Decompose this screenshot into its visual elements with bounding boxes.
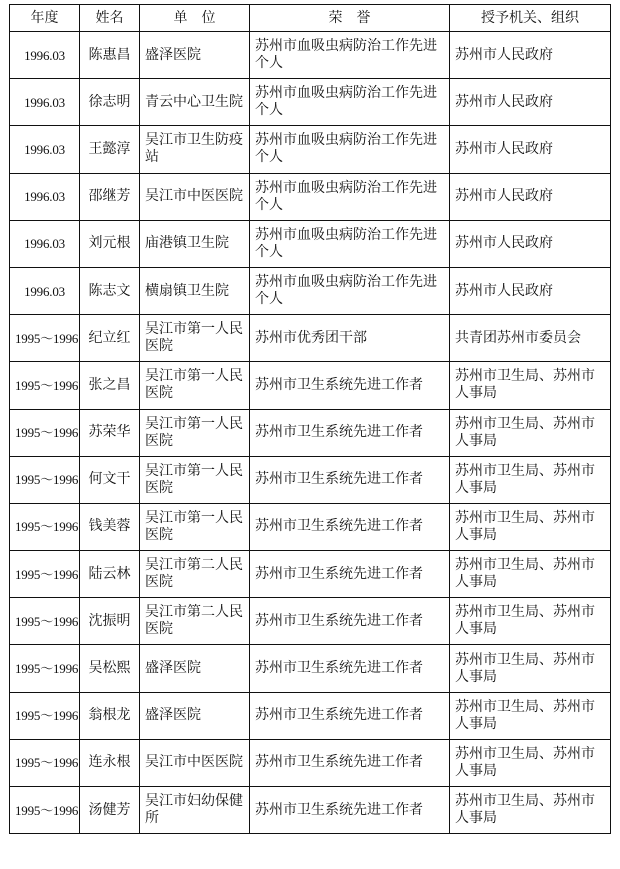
- cell-year: 1995～1996: [10, 503, 80, 550]
- cell-org: 苏州市人民政府: [450, 173, 611, 220]
- cell-unit: 吴江市第一人民医院: [140, 315, 250, 362]
- cell-org: 苏州市卫生局、苏州市人事局: [450, 787, 611, 834]
- cell-unit: 盛泽医院: [140, 692, 250, 739]
- cell-honor: 苏州市卫生系统先进工作者: [250, 503, 450, 550]
- cell-unit: 吴江市中医医院: [140, 173, 250, 220]
- cell-year: 1995～1996: [10, 362, 80, 409]
- header-unit: 单 位: [140, 5, 250, 32]
- cell-unit: 青云中心卫生院: [140, 79, 250, 126]
- table-row: [10, 173, 611, 220]
- cell-name: 陆云林: [80, 551, 140, 598]
- cell-year: 1996.03: [10, 126, 80, 173]
- cell-unit: 横扇镇卫生院: [140, 267, 250, 314]
- cell-name: 刘元根: [80, 220, 140, 267]
- cell-org: 苏州市人民政府: [450, 79, 611, 126]
- cell-honor: 苏州市卫生系统先进工作者: [250, 787, 450, 834]
- header-name: 姓名: [80, 5, 140, 32]
- cell-org: 苏州市卫生局、苏州市人事局: [450, 645, 611, 692]
- table-row: [10, 126, 611, 173]
- cell-name: 张之昌: [80, 362, 140, 409]
- cell-unit: 吴江市第一人民医院: [140, 362, 250, 409]
- cell-name: 陈惠昌: [80, 32, 140, 79]
- header-org: 授予机关、组织: [450, 5, 611, 32]
- cell-name: 吴松熙: [80, 645, 140, 692]
- cell-year: 1995～1996: [10, 456, 80, 503]
- cell-year: 1995～1996: [10, 551, 80, 598]
- table-row: [10, 456, 611, 503]
- table-row: [10, 739, 611, 786]
- cell-honor: 苏州市卫生系统先进工作者: [250, 739, 450, 786]
- cell-org: 苏州市人民政府: [450, 32, 611, 79]
- header-honor: 荣 誉: [250, 5, 450, 32]
- table-row: [10, 551, 611, 598]
- cell-honor: 苏州市卫生系统先进工作者: [250, 362, 450, 409]
- awards-table: [9, 4, 611, 834]
- cell-year: 1995～1996: [10, 739, 80, 786]
- cell-unit: 吴江市第一人民医院: [140, 456, 250, 503]
- cell-name: 陈志文: [80, 267, 140, 314]
- cell-honor: 苏州市卫生系统先进工作者: [250, 409, 450, 456]
- cell-org: 苏州市卫生局、苏州市人事局: [450, 551, 611, 598]
- table-row: [10, 645, 611, 692]
- cell-honor: 苏州市血吸虫病防治工作先进个人: [250, 126, 450, 173]
- cell-honor: 苏州市优秀团干部: [250, 315, 450, 362]
- cell-honor: 苏州市血吸虫病防治工作先进个人: [250, 79, 450, 126]
- table-row: [10, 787, 611, 834]
- cell-honor: 苏州市血吸虫病防治工作先进个人: [250, 220, 450, 267]
- cell-year: 1995～1996: [10, 409, 80, 456]
- cell-name: 徐志明: [80, 79, 140, 126]
- cell-year: 1995～1996: [10, 787, 80, 834]
- table-row: [10, 79, 611, 126]
- cell-honor: 苏州市血吸虫病防治工作先进个人: [250, 267, 450, 314]
- cell-name: 钱美蓉: [80, 503, 140, 550]
- cell-honor: 苏州市卫生系统先进工作者: [250, 645, 450, 692]
- cell-unit: 吴江市卫生防疫站: [140, 126, 250, 173]
- cell-honor: 苏州市血吸虫病防治工作先进个人: [250, 173, 450, 220]
- header-row: [10, 5, 611, 32]
- cell-org: 苏州市卫生局、苏州市人事局: [450, 456, 611, 503]
- cell-unit: 盛泽医院: [140, 645, 250, 692]
- cell-org: 苏州市卫生局、苏州市人事局: [450, 409, 611, 456]
- cell-name: 何文干: [80, 456, 140, 503]
- cell-honor: 苏州市卫生系统先进工作者: [250, 692, 450, 739]
- cell-unit: 吴江市中医医院: [140, 739, 250, 786]
- cell-unit: 盛泽医院: [140, 32, 250, 79]
- table-header: [10, 5, 611, 32]
- table-row: [10, 692, 611, 739]
- cell-year: 1996.03: [10, 220, 80, 267]
- cell-year: 1995～1996: [10, 645, 80, 692]
- cell-unit: 庙港镇卫生院: [140, 220, 250, 267]
- cell-name: 翁根龙: [80, 692, 140, 739]
- cell-org: 苏州市卫生局、苏州市人事局: [450, 739, 611, 786]
- cell-unit: 吴江市第一人民医院: [140, 503, 250, 550]
- cell-honor: 苏州市卫生系统先进工作者: [250, 456, 450, 503]
- cell-name: 沈振明: [80, 598, 140, 645]
- cell-name: 王懿淳: [80, 126, 140, 173]
- cell-org: 苏州市人民政府: [450, 126, 611, 173]
- cell-year: 1996.03: [10, 267, 80, 314]
- table-row: [10, 362, 611, 409]
- cell-name: 连永根: [80, 739, 140, 786]
- cell-unit: 吴江市第一人民医院: [140, 409, 250, 456]
- table-row: [10, 409, 611, 456]
- table-row: [10, 32, 611, 79]
- table-row: [10, 220, 611, 267]
- cell-name: 纪立红: [80, 315, 140, 362]
- table-row: [10, 503, 611, 550]
- cell-year: 1996.03: [10, 32, 80, 79]
- table-row: [10, 267, 611, 314]
- cell-org: 苏州市卫生局、苏州市人事局: [450, 503, 611, 550]
- cell-year: 1995～1996: [10, 598, 80, 645]
- cell-year: 1995～1996: [10, 692, 80, 739]
- table-body: [10, 32, 611, 834]
- cell-year: 1995～1996: [10, 315, 80, 362]
- cell-unit: 吴江市第二人民医院: [140, 551, 250, 598]
- cell-org: 苏州市人民政府: [450, 220, 611, 267]
- cell-org: 苏州市卫生局、苏州市人事局: [450, 692, 611, 739]
- cell-year: 1996.03: [10, 79, 80, 126]
- cell-honor: 苏州市血吸虫病防治工作先进个人: [250, 32, 450, 79]
- cell-year: 1996.03: [10, 173, 80, 220]
- cell-honor: 苏州市卫生系统先进工作者: [250, 551, 450, 598]
- cell-unit: 吴江市第二人民医院: [140, 598, 250, 645]
- cell-org: 苏州市人民政府: [450, 267, 611, 314]
- cell-org: 共青团苏州市委员会: [450, 315, 611, 362]
- cell-name: 汤健芳: [80, 787, 140, 834]
- cell-unit: 吴江市妇幼保健所: [140, 787, 250, 834]
- header-year: 年度: [10, 5, 80, 32]
- table-row: [10, 315, 611, 362]
- table-row: [10, 598, 611, 645]
- cell-org: 苏州市卫生局、苏州市人事局: [450, 598, 611, 645]
- cell-name: 邵继芳: [80, 173, 140, 220]
- cell-org: 苏州市卫生局、苏州市人事局: [450, 362, 611, 409]
- cell-honor: 苏州市卫生系统先进工作者: [250, 598, 450, 645]
- cell-name: 苏荣华: [80, 409, 140, 456]
